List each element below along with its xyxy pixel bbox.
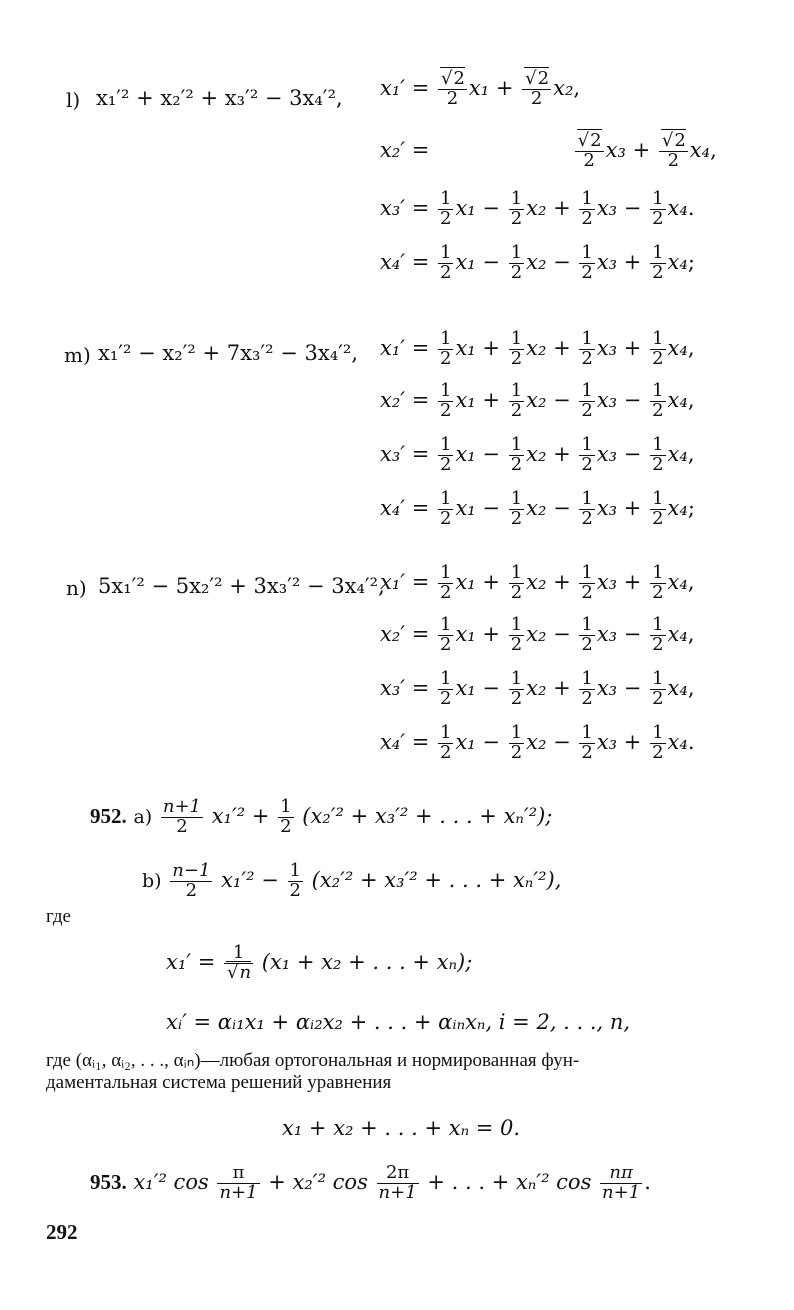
problem-label-m: m) xyxy=(64,343,91,367)
prose-line-2: даментальная система решений уравнения xyxy=(46,1072,392,1093)
sum-equation: x₁ + x₂ + . . . + xₙ = 0. xyxy=(282,1116,521,1140)
row-lhs: x₁′ xyxy=(380,335,406,360)
transform-row: x₄′ = $\frac{1}{2}$ x₁ − $\frac{1}{2}$ x₂ − $\frac{1}{2}$ x₃ + $\frac{1}{2}$ x₄; xyxy=(380,488,695,529)
fraction: √ $\frac{2}{2}$ xyxy=(575,132,604,171)
problem-label-l: l) xyxy=(66,88,81,112)
transform-row: x₃′ = $\frac{1}{2}$ x₁ − $\frac{1}{2}$ x₂ + $\frac{1}{2}$ x₃ − $\frac{1}{2}$ x₄, xyxy=(380,668,695,709)
row-lhs: x₃′ xyxy=(380,675,406,700)
transform-row: x₂′ = $\frac{1}{2}$ x₁ + $\frac{1}{2}$ x₂ − $\frac{1}{2}$ x₃ − $\frac{1}{2}$ x₄, xyxy=(380,380,695,421)
fraction: √ $\frac{2}{2}$ xyxy=(438,70,467,109)
row-lhs: x₄′ xyxy=(380,729,406,754)
problem-952-b: b) $\frac{n-1}{2}$ x₁′² − $\frac{1}{2}$ (x₂′² + x₃′² + . . . + xₙ′²), xyxy=(142,860,562,901)
row-lhs: x₃′ xyxy=(380,441,406,466)
where-label: где xyxy=(46,906,71,927)
quadratic-form-l: x₁′² + x₂′² + x₃′² − 3x₄′², xyxy=(96,86,343,110)
page-number: 292 xyxy=(46,1220,78,1244)
row-lhs: x₃′ xyxy=(380,195,406,220)
transform-row: x₃′ = $\frac{1}{2}$ x₁ − $\frac{1}{2}$ x₂ + $\frac{1}{2}$ x₃ − $\frac{1}{2}$ x₄. xyxy=(380,188,695,229)
transform-row: x₁′ = $\frac{1}{2}$ x₁ + $\frac{1}{2}$ x₂ + $\frac{1}{2}$ x₃ + $\frac{1}{2}$ x₄, xyxy=(380,328,695,369)
transform-row: x₂′ = $\frac{1}{2}$ x₁ + $\frac{1}{2}$ x₂ − $\frac{1}{2}$ x₃ − $\frac{1}{2}$ x₄, xyxy=(380,614,695,655)
transform-row: x₃′ = $\frac{1}{2}$ x₁ − $\frac{1}{2}$ x₂ + $\frac{1}{2}$ x₃ − $\frac{1}{2}$ x₄, xyxy=(380,434,695,475)
xi-definition: xᵢ′ = αᵢ₁x₁ + αᵢ₂x₂ + . . . + αᵢₙxₙ, i = 2, . . ., n, xyxy=(166,1010,631,1034)
row-lhs: x₂′ xyxy=(380,621,406,646)
transform-row: x₄′ = $\frac{1}{2}$ x₁ − $\frac{1}{2}$ x₂ − $\frac{1}{2}$ x₃ + $\frac{1}{2}$ x₄. xyxy=(380,722,695,763)
fraction: √ $\frac{2}{2}$ xyxy=(522,70,551,109)
transform-row: x₁′ = √ $\frac{2}{2}$ x₁ + √ $\frac{2}{2}$ x₂, xyxy=(380,70,580,109)
problem-number: 952. xyxy=(90,803,127,828)
row-lhs: x₂′ xyxy=(380,387,406,412)
prose-line-1: где (αᵢ₁, αᵢ₂, . . ., αᵢₙ)—любая ортогональная и нормированная фун- xyxy=(46,1050,580,1071)
row-lhs: x₁′ xyxy=(380,569,406,594)
row-lhs: x₂′ xyxy=(380,137,406,162)
row-lhs: x₄′ xyxy=(380,249,406,274)
problem-953: 953. x₁′² cos $\frac{\pi}{n+1}$ + x₂′² cos $\frac{2\pi}{n+1}$ + . . . + xₙ′² cos $\frac{n\pi}{n+1}$ . xyxy=(90,1162,651,1203)
transform-row: x₂′ = √ $\frac{2}{2}$ x₃ + √ $\frac{2}{2}$ x₄, xyxy=(380,132,717,171)
problem-952-a: 952. a) $\frac{n+1}{2}$ x₁′² + $\frac{1}{2}$ (x₂′² + x₃′² + . . . + xₙ′²); xyxy=(90,796,553,837)
fraction: √ $\frac{2}{2}$ xyxy=(659,132,688,171)
x1-definition: x₁′ = 1 √ n (x₁ + x₂ + . . . + xₙ); xyxy=(166,944,472,983)
problem-label-n: n) xyxy=(66,576,87,600)
problem-number: 953. xyxy=(90,1169,127,1194)
transform-row: x₄′ = $\frac{1}{2}$ x₁ − $\frac{1}{2}$ x₂ − $\frac{1}{2}$ x₃ + $\frac{1}{2}$ x₄; xyxy=(380,242,695,283)
transform-row: x₁′ = $\frac{1}{2}$ x₁ + $\frac{1}{2}$ x₂ + $\frac{1}{2}$ x₃ + $\frac{1}{2}$ x₄, xyxy=(380,562,695,603)
row-lhs: x₄′ xyxy=(380,495,406,520)
row-lhs: x₁′ xyxy=(380,75,406,100)
quadratic-form-n: 5x₁′² − 5x₂′² + 3x₃′² − 3x₄′², xyxy=(98,574,385,598)
quadratic-form-m: x₁′² − x₂′² + 7x₃′² − 3x₄′², xyxy=(98,341,359,365)
